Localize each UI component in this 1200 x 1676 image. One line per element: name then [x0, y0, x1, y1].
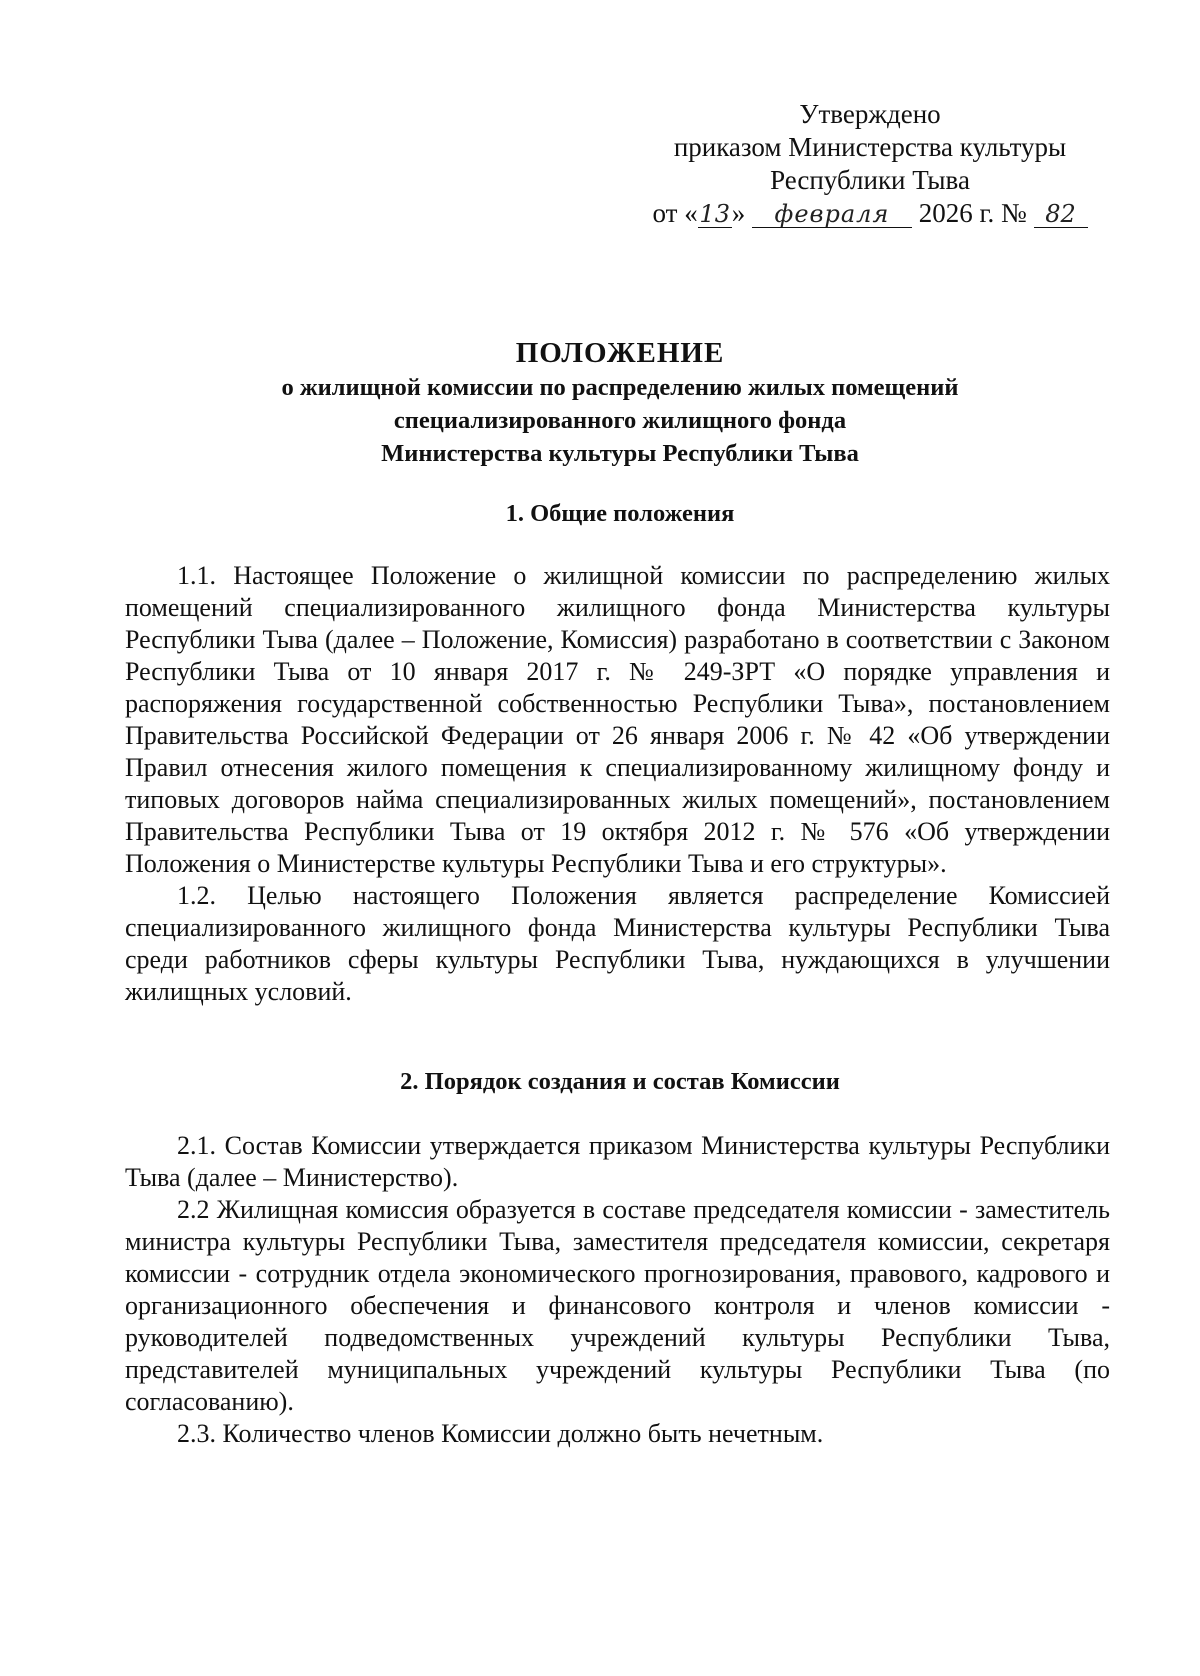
approval-line-3: Республики Тыва: [770, 165, 970, 195]
date-close: »: [731, 198, 746, 228]
document-title-block: [120, 335, 1120, 470]
date-month-handwritten: февраля: [752, 201, 912, 228]
date-prefix: от «: [652, 198, 698, 228]
approval-date-line: [640, 197, 1100, 230]
document-subtitle-line-1: о жилищной комиссии по распределению жилых помещений: [281, 374, 959, 401]
date-day-handwritten: 13: [699, 200, 730, 228]
paragraph-2-1: 2.1. Состав Комиссии утверждается приказом Министерства культуры Республики Тыва (далее – Министерство).: [125, 1131, 1110, 1192]
paragraph-2-3: 2.3. Количество членов Комиссии должно быть нечетным.: [177, 1419, 824, 1448]
paragraph-2-2: 2.2 Жилищная комиссия образуется в составе председателя комиссии - заместитель министра культуры Республики Тыва, заместителя председателя комиссии, секретаря комиссии - сотрудник отдела экономического прогнозирования, правового, кадрового и организационного обеспечения и финансового контроля и членов комиссии - руководителей подведомственных учреждений культуры Республики Тыва, представителей муниципальных учреждений культуры Республики Тыва (по согласованию).: [125, 1195, 1110, 1416]
document-subtitle-line-2: специализированного жилищного фонда: [393, 407, 847, 434]
approval-stamp: [640, 98, 1100, 230]
order-number-handwritten: 82: [1034, 201, 1088, 228]
section-1-heading: 1. Общие положения: [505, 500, 735, 527]
approval-line-1: Утверждено: [799, 99, 941, 129]
approval-line-2: приказом Министерства культуры: [673, 132, 1067, 162]
section-2-heading: 2. Порядок создания и состав Комиссии: [400, 1068, 840, 1095]
paragraph-1-1: 1.1. Настоящее Положение о жилищной комиссии по распределению жилых помещений специализированного жилищного фонда Министерства культуры Республики Тыва (далее – Положение, Комиссия) разработано в соответствии с Законом Республики Тыва от 10 января 2017 г. № 249-ЗРТ «О порядке управления и распоряжения государственной собственностью Республики Тыва», постановлением Правительства Российской Федерации от 26 января 2006 г. № 42 «Об утверждении Правил отнесения жилого помещения к специализированному жилищному фонду и типовых договоров найма специализированных жилых помещений», постановлением Правительства Республики Тыва от 19 октября 2012 г. № 576 «Об утверждении Положения о Министерстве культуры Республики Тыва и его структуры».: [125, 561, 1110, 878]
date-year: 2026 г. №: [918, 198, 1027, 228]
document-subtitle-line-3: Министерства культуры Республики Тыва: [381, 440, 859, 467]
paragraph-1-2: 1.2. Целью настоящего Положения является распределение Комиссией специализированного жилищного фонда Министерства культуры Республики Тыва среди работников сферы культуры Республики Тыва, нуждающихся в улучшении жилищных условий.: [125, 881, 1110, 1006]
document-title: ПОЛОЖЕНИЕ: [515, 337, 725, 369]
